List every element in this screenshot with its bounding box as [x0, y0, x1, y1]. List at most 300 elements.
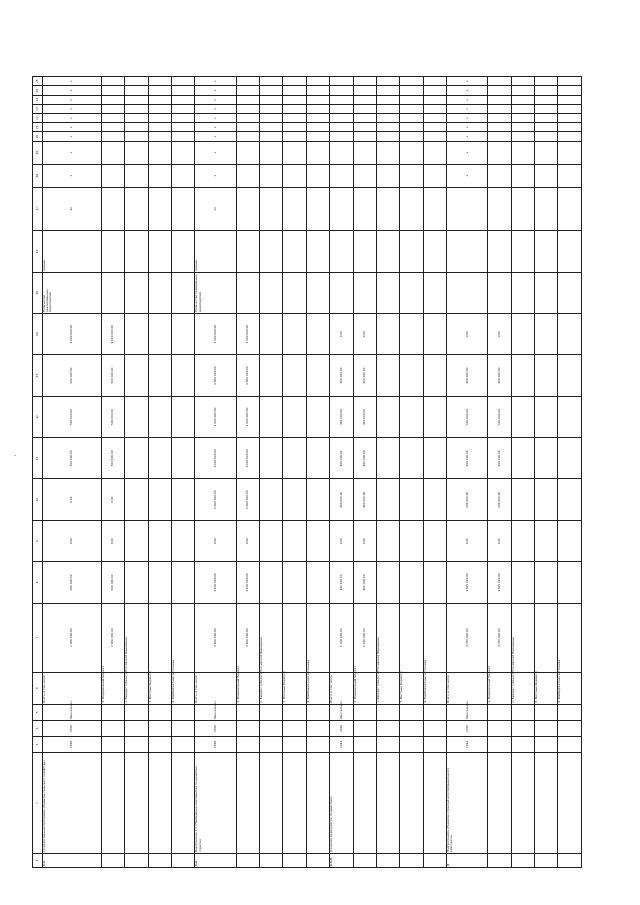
table-cell: [330, 77, 353, 86]
table-cell: [511, 854, 534, 868]
table-cell: x: [447, 114, 488, 123]
table-cell: 0,00: [330, 313, 353, 354]
table-cell: [400, 132, 423, 141]
table-cell: [558, 231, 582, 272]
table-cell: [148, 603, 171, 672]
table-cell: [172, 520, 195, 561]
table-cell: [125, 77, 148, 86]
table-cell: [535, 123, 558, 132]
table-cell: [101, 231, 124, 272]
table-cell: [125, 753, 148, 854]
table-cell: [353, 736, 376, 752]
table-cell: 1 100 000,00: [195, 313, 236, 354]
table-cell: [306, 104, 329, 113]
table-cell: [283, 77, 306, 86]
table-row: [236, 77, 259, 868]
table-cell: [558, 603, 582, 672]
table-cell: [259, 114, 282, 123]
table-cell: [125, 562, 148, 603]
table-cell: [330, 114, 353, 123]
table-cell: [488, 854, 511, 868]
table-cell: [376, 86, 399, 95]
table-cell: x: [447, 104, 488, 113]
table-cell: [535, 736, 558, 752]
table-cell: [353, 187, 376, 231]
table-cell: [125, 520, 148, 561]
table-cell: [125, 313, 148, 354]
table-cell: 4 700 000,00: [488, 603, 511, 672]
table-cell: [259, 479, 282, 520]
table-cell: [558, 355, 582, 396]
table-cell: единиц: [43, 231, 102, 272]
table-cell: [236, 736, 259, 752]
table-cell: [259, 396, 282, 437]
table-cell: [236, 132, 259, 141]
table-cell: 1 000 000,00: [101, 313, 124, 354]
table-cell: [353, 272, 376, 313]
table-cell: 2 000 000,00: [43, 603, 102, 672]
table-cell: [172, 720, 195, 736]
table-cell: [330, 86, 353, 95]
table-cell: [236, 704, 259, 720]
table-cell: x: [447, 95, 488, 104]
table-cell: [353, 104, 376, 113]
table-cell: [236, 141, 259, 164]
table-cell: [259, 231, 282, 272]
column-number-cell: 10: [33, 479, 43, 520]
table-cell: 400 000,00: [353, 438, 376, 479]
table-cell: [447, 187, 488, 231]
table-cell: [148, 562, 171, 603]
column-number-cell: 13: [33, 355, 43, 396]
program-table: [32, 76, 582, 868]
table-cell: [511, 355, 534, 396]
table-cell: 500 000,00: [43, 355, 102, 396]
table-cell: [488, 753, 511, 854]
table-cell: x: [43, 86, 102, 95]
table-cell: [259, 704, 282, 720]
table-cell: [353, 720, 376, 736]
column-number-cell: 23: [33, 104, 43, 113]
table-cell: [535, 479, 558, 520]
table-cell: [172, 141, 195, 164]
table-cell: 500 000,00: [101, 396, 124, 437]
column-number-cell: 7: [33, 603, 43, 672]
table-cell: [148, 313, 171, 354]
table-cell: [535, 438, 558, 479]
table-cell: Количество проведённых мероприятий: [195, 272, 236, 313]
column-number-cell: 5: [33, 704, 43, 720]
table-cell: [511, 231, 534, 272]
table-cell: [400, 753, 423, 854]
table-cell: [259, 520, 282, 561]
table-cell: [353, 753, 376, 854]
table-cell: [259, 562, 282, 603]
table-cell: [400, 114, 423, 123]
table-cell: Всего, в том числе: [447, 672, 488, 704]
table-cell: [447, 272, 488, 313]
table-cell: x: [447, 86, 488, 95]
table-cell: [400, 86, 423, 95]
table-cell: [400, 104, 423, 113]
table-cell: [535, 86, 558, 95]
table-cell: [376, 479, 399, 520]
table-cell: [511, 187, 534, 231]
table-cell: [101, 77, 124, 86]
table-cell: [423, 77, 446, 86]
table-cell: [558, 753, 582, 854]
table-cell: [511, 562, 534, 603]
table-cell: [353, 164, 376, 187]
table-cell: [125, 95, 148, 104]
table-cell: [306, 95, 329, 104]
table-cell: 0,00: [43, 479, 102, 520]
table-cell: [236, 854, 259, 868]
table-cell: [376, 123, 399, 132]
table-cell: [148, 77, 171, 86]
table-cell: 1 100 000,00: [195, 562, 236, 603]
table-cell: [306, 854, 329, 868]
table-cell: [125, 114, 148, 123]
table-cell: [511, 141, 534, 164]
table-cell: [306, 753, 329, 854]
table-cell: [353, 141, 376, 164]
table-cell: [172, 704, 195, 720]
table-cell: [400, 77, 423, 86]
table-cell: [283, 603, 306, 672]
table-cell: [400, 704, 423, 720]
table-cell: [488, 164, 511, 187]
table-cell: [101, 141, 124, 164]
table-cell: [330, 231, 353, 272]
table-cell: 500 000,00: [43, 396, 102, 437]
table-cell: 1 200 000,00: [330, 603, 353, 672]
table-cell: [283, 355, 306, 396]
table-cell: [172, 114, 195, 123]
table-cell: [259, 141, 282, 164]
table-cell: 3. Местные бюджеты: [283, 672, 306, 704]
table-cell: [535, 164, 558, 187]
table-cell: [376, 187, 399, 231]
table-cell: [101, 164, 124, 187]
table-cell: [283, 132, 306, 141]
table-cell: [172, 562, 195, 603]
column-number-cell: 17: [33, 187, 43, 231]
table-cell: [353, 132, 376, 141]
table-cell: [330, 123, 353, 132]
table-cell: [400, 272, 423, 313]
table-cell: [148, 104, 171, 113]
table-cell: [376, 753, 399, 854]
table-row: [101, 77, 124, 868]
table-cell: [488, 720, 511, 736]
table-cell: [353, 86, 376, 95]
table-cell: [148, 272, 171, 313]
table-cell: [353, 231, 376, 272]
table-cell: 1.1: [43, 854, 102, 868]
table-cell: [101, 187, 124, 231]
table-cell: Государственная программа «Развитие сельского хозяйства»: [43, 753, 102, 854]
table-cell: [172, 187, 195, 231]
table-cell: [558, 704, 582, 720]
table-cell: 0,00: [101, 479, 124, 520]
column-number-cell: 19: [33, 141, 43, 164]
table-cell: [535, 272, 558, 313]
table-cell: [558, 86, 582, 95]
table-cell: [306, 132, 329, 141]
table-cell: [511, 86, 534, 95]
table-cell: 2014: [195, 736, 236, 752]
table-cell: [283, 704, 306, 720]
table-cell: [400, 854, 423, 868]
table-cell: 400 000,00: [330, 562, 353, 603]
table-cell: [306, 187, 329, 231]
table-cell: [259, 187, 282, 231]
table-cell: [125, 396, 148, 437]
table-cell: 400 000,00: [330, 355, 353, 396]
table-row: [423, 77, 446, 868]
table-cell: [353, 854, 376, 868]
table-cell: [376, 720, 399, 736]
table-cell: Подпрограмма «Развитие отраслей агропромышленного комплекса»: [447, 753, 488, 854]
table-cell: x: [447, 77, 488, 86]
table-cell: [172, 132, 195, 141]
table-cell: 1. Федеральный бюджет: [353, 672, 376, 704]
table-cell: [148, 438, 171, 479]
table-cell: 500 000,00: [101, 355, 124, 396]
table-cell: 2. Бюджет субъекта Российской Федерации: [376, 672, 399, 704]
table-cell: [259, 854, 282, 868]
table-cell: 0,00: [330, 520, 353, 561]
table-cell: [236, 753, 259, 854]
table-cell: Основное мероприятие «Содействие»: [330, 753, 353, 854]
section-header-row: [195, 77, 236, 868]
table-cell: [259, 272, 282, 313]
table-cell: [283, 753, 306, 854]
table-cell: 3. Местные бюджеты: [535, 672, 558, 704]
table-cell: [283, 95, 306, 104]
table-cell: [558, 720, 582, 736]
table-cell: [172, 438, 195, 479]
table-cell: [259, 95, 282, 104]
table-cell: 2016: [330, 720, 353, 736]
table-cell: [236, 123, 259, 132]
table-cell: [400, 164, 423, 187]
table-cell: [236, 95, 259, 104]
table-cell: [423, 132, 446, 141]
table-row: [306, 77, 329, 868]
table-cell: [423, 562, 446, 603]
table-cell: [259, 355, 282, 396]
table-cell: [511, 77, 534, 86]
table-cell: [125, 141, 148, 164]
table-cell: [148, 114, 171, 123]
column-number-cell: 25: [33, 86, 43, 95]
table-cell: [423, 854, 446, 868]
column-number-cell: 18: [33, 164, 43, 187]
table-cell: [423, 104, 446, 113]
table-cell: [423, 164, 446, 187]
table-cell: 500 000,00: [447, 396, 488, 437]
table-cell: [376, 438, 399, 479]
table-cell: Всего, в том числе: [330, 672, 353, 704]
column-number-cell: 2: [33, 753, 43, 854]
table-cell: [236, 164, 259, 187]
table-cell: [125, 132, 148, 141]
table-row: [376, 77, 399, 868]
table-cell: [423, 86, 446, 95]
table-cell: [259, 77, 282, 86]
table-cell: [558, 520, 582, 561]
table-cell: 1 500 000,00: [447, 562, 488, 603]
table-cell: [125, 123, 148, 132]
table-cell: 500 000,00: [488, 479, 511, 520]
table-cell: [148, 520, 171, 561]
table-cell: [488, 123, 511, 132]
rotated-table-wrapper: [32, 76, 582, 868]
table-cell: 1 000 000,00: [236, 438, 259, 479]
table-cell: [535, 141, 558, 164]
table-cell: [511, 272, 534, 313]
table-cell: 4. Внебюджетные источники: [423, 672, 446, 704]
table-cell: [101, 95, 124, 104]
table-cell: [125, 736, 148, 752]
table-cell: [376, 77, 399, 86]
column-number-cell: 4: [33, 720, 43, 736]
column-number-cell: 6: [33, 672, 43, 704]
table-cell: [400, 736, 423, 752]
table-cell: [306, 272, 329, 313]
table-cell: [535, 854, 558, 868]
table-cell: [306, 231, 329, 272]
table-cell: [488, 132, 511, 141]
table-cell: [535, 520, 558, 561]
table-cell: [306, 86, 329, 95]
column-number-cell: 20: [33, 132, 43, 141]
table-cell: [283, 720, 306, 736]
table-cell: 1 000 000,00: [236, 355, 259, 396]
column-number-cell: 3: [33, 736, 43, 752]
table-cell: [558, 562, 582, 603]
table-cell: 1 000 000,00: [195, 396, 236, 437]
table-row: [259, 77, 282, 868]
table-cell: [423, 479, 446, 520]
table-cell: x: [195, 86, 236, 95]
column-number-cell: 9: [33, 520, 43, 561]
table-cell: [535, 396, 558, 437]
table-cell: 0,00: [447, 313, 488, 354]
table-cell: [400, 355, 423, 396]
table-cell: [376, 104, 399, 113]
table-cell: [423, 313, 446, 354]
table-cell: x: [447, 164, 488, 187]
table-cell: 2020: [43, 720, 102, 736]
table-cell: [511, 104, 534, 113]
table-cell: [101, 114, 124, 123]
table-cell: 400 000,00: [353, 479, 376, 520]
table-cell: x: [43, 141, 102, 164]
table-cell: [488, 736, 511, 752]
table-cell: [259, 438, 282, 479]
table-cell: [488, 272, 511, 313]
table-cell: [400, 603, 423, 672]
table-cell: [488, 187, 511, 231]
table-row: [125, 77, 148, 868]
table-cell: 1 200 000,00: [353, 603, 376, 672]
column-number-cell: 12: [33, 396, 43, 437]
table-cell: 400 000,00: [353, 562, 376, 603]
table-cell: [400, 720, 423, 736]
table-cell: x: [195, 114, 236, 123]
table-cell: [511, 704, 534, 720]
table-cell: [353, 123, 376, 132]
table-cell: [400, 520, 423, 561]
table-cell: [259, 132, 282, 141]
table-cell: [423, 704, 446, 720]
table-cell: Минсельхоз: [43, 704, 102, 720]
table-cell: [236, 231, 259, 272]
table-cell: [125, 704, 148, 720]
table-cell: [125, 231, 148, 272]
table-cell: 4. Внебюджетные источники: [306, 672, 329, 704]
table-cell: 1 000 000,00: [195, 479, 236, 520]
table-cell: [330, 95, 353, 104]
table-cell: [400, 231, 423, 272]
table-cell: 1 000 000,00: [195, 355, 236, 396]
table-row: [558, 77, 582, 868]
table-cell: [423, 753, 446, 854]
table-cell: [535, 603, 558, 672]
table-cell: [306, 123, 329, 132]
table-cell: 0,00: [488, 520, 511, 561]
table-cell: [283, 854, 306, 868]
table-cell: [488, 86, 511, 95]
table-cell: [101, 736, 124, 752]
table-cell: 0,00: [447, 520, 488, 561]
table-cell: [535, 187, 558, 231]
table-cell: [423, 141, 446, 164]
table-cell: [558, 313, 582, 354]
table-cell: 2: [447, 854, 488, 868]
table-cell: 500 000,00: [488, 438, 511, 479]
table-row: [353, 77, 376, 868]
table-cell: [535, 720, 558, 736]
table-cell: [283, 479, 306, 520]
table-cell: [236, 187, 259, 231]
table-cell: [172, 77, 195, 86]
table-cell: [306, 438, 329, 479]
table-cell: [558, 114, 582, 123]
table-cell: [535, 704, 558, 720]
table-cell: [306, 736, 329, 752]
table-cell: 1.2: [195, 854, 236, 868]
table-cell: [101, 86, 124, 95]
table-cell: 500 000,00: [447, 479, 488, 520]
table-cell: [558, 95, 582, 104]
table-cell: 1. Федеральный бюджет: [488, 672, 511, 704]
table-cell: [376, 132, 399, 141]
table-cell: [400, 562, 423, 603]
table-cell: [423, 95, 446, 104]
table-cell: [283, 231, 306, 272]
table-cell: x: [43, 77, 102, 86]
table-cell: [488, 141, 511, 164]
table-cell: [400, 95, 423, 104]
table-cell: [511, 95, 534, 104]
table-cell: [353, 114, 376, 123]
table-cell: 12: [43, 187, 102, 231]
table-cell: 2020: [447, 720, 488, 736]
